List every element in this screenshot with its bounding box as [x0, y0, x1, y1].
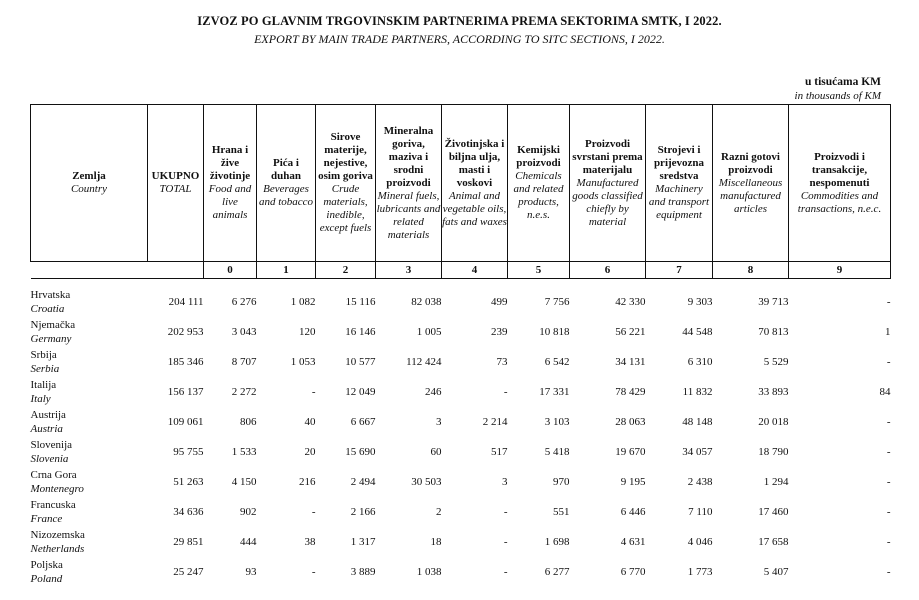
value-cell: 10 818	[539, 326, 570, 338]
value-cell: 56 221	[615, 326, 646, 338]
section-number-row	[31, 262, 891, 279]
value-cell: 1 005	[416, 326, 442, 338]
value-cell: 15 116	[345, 296, 376, 308]
value-cell: -	[311, 566, 316, 578]
page-title: IZVOZ PO GLAVNIM TRGOVINSKIM PARTNERIMA PREMA SEKTORIMA SMTK, I 2022.	[197, 14, 722, 28]
col-header-section	[316, 105, 376, 262]
value-cell: 60	[430, 446, 442, 458]
value-cell: 7 110	[688, 506, 713, 518]
table-row	[31, 467, 891, 497]
value-cell: -	[503, 506, 508, 518]
value-cell: 18 790	[758, 446, 789, 458]
country-name-english: Slovenia	[30, 453, 69, 465]
value-cell: 11 832	[682, 386, 713, 398]
section-name: Proizvodi i transakcije, nespomenuti	[809, 150, 870, 189]
value-cell: 806	[240, 416, 257, 428]
value-cell: 1	[885, 326, 891, 338]
country-cell	[31, 287, 148, 317]
value-cell: 4 631	[620, 536, 646, 548]
value-cell: 1 317	[350, 536, 376, 548]
value-cell: 112 424	[406, 356, 442, 368]
section-name-english: Machinery and transport equipment	[648, 183, 710, 221]
country-name-english: Austria	[30, 423, 63, 435]
col-header-section	[442, 105, 508, 262]
country-name-english: Serbia	[30, 363, 60, 375]
value-cell: 1 698	[544, 536, 570, 548]
section-name-english: Miscellaneous manufactured articles	[718, 176, 783, 215]
total-cell: 29 851	[173, 536, 204, 548]
col-header-section	[570, 105, 646, 262]
value-cell: 2 438	[687, 476, 713, 488]
section-number: 5	[508, 262, 570, 279]
country-name: Slovenija	[30, 439, 73, 451]
section-name-english: Animal and vegetable oils, fats and waxes	[442, 189, 507, 228]
total-cell: 185 346	[167, 356, 204, 368]
value-cell: 6 770	[620, 566, 646, 578]
value-cell: -	[886, 446, 891, 458]
section-name: Sirove materije, nejestive, osim goriva	[318, 131, 373, 182]
export-table	[30, 104, 891, 587]
section-number: 4	[442, 262, 508, 279]
value-cell: 12 049	[345, 386, 376, 398]
value-cell: -	[886, 416, 891, 428]
value-cell: 246	[425, 386, 442, 398]
country-name: Crna Gora	[30, 469, 77, 481]
value-cell: 2 166	[350, 506, 376, 518]
col-header-section	[713, 105, 789, 262]
section-name: Kemijski proizvodi	[516, 144, 561, 169]
value-cell: 1 294	[763, 476, 789, 488]
section-name-english: Chemicals and related products, n.e.s.	[513, 170, 564, 221]
value-cell: 17 460	[758, 506, 789, 518]
value-cell: 499	[491, 296, 508, 308]
country-name-english: Croatia	[30, 303, 65, 315]
value-cell: 84	[879, 386, 891, 398]
value-cell: 44 548	[682, 326, 713, 338]
country-name: Francuska	[30, 499, 76, 511]
value-cell: 34 131	[615, 356, 646, 368]
value-cell: 517	[491, 446, 508, 458]
value-cell: 1 082	[290, 296, 316, 308]
country-name-english: Italy	[30, 393, 51, 405]
country-name: Italija	[30, 379, 57, 391]
col-header-section	[257, 105, 316, 262]
value-cell: 15 690	[345, 446, 376, 458]
section-name-english: Food and live animals	[208, 183, 252, 221]
table-row	[31, 287, 891, 317]
value-cell: 9 303	[687, 296, 713, 308]
value-cell: 4 150	[231, 476, 257, 488]
unit-label-english: in thousands of KM	[794, 90, 881, 102]
country-name-english: France	[30, 513, 63, 525]
value-cell: 1 038	[416, 566, 442, 578]
value-cell: 2 494	[350, 476, 376, 488]
section-name: Životinjska i biljna ulja, masti i voskovi	[444, 137, 505, 189]
table-row	[31, 407, 891, 437]
country-cell	[31, 497, 148, 527]
section-name-english: Manufactured goods classified chiefly by material	[572, 176, 643, 228]
country-cell	[31, 407, 148, 437]
value-cell: 3	[502, 476, 508, 488]
table-row	[31, 317, 891, 347]
section-name: Razni gotovi proizvodi	[721, 150, 780, 176]
col-header-section	[508, 105, 570, 262]
value-cell: 5 529	[763, 356, 789, 368]
value-cell: 8 707	[231, 356, 257, 368]
value-cell: 551	[553, 506, 570, 518]
country-name-english: Germany	[30, 333, 72, 345]
value-cell: 30 503	[411, 476, 442, 488]
value-cell: -	[311, 506, 316, 518]
total-cell: 51 263	[173, 476, 204, 488]
section-name-english: Beverages and tobacco	[258, 183, 314, 208]
total-cell: 25 247	[173, 566, 204, 578]
section-number: 8	[713, 262, 789, 279]
value-cell: 70 813	[758, 326, 789, 338]
total-cell: 202 953	[167, 326, 204, 338]
value-cell: 82 038	[411, 296, 442, 308]
value-cell: 120	[299, 326, 316, 338]
col-header-section	[376, 105, 442, 262]
country-cell	[31, 377, 148, 407]
country-cell	[31, 347, 148, 377]
value-cell: 34 057	[682, 446, 713, 458]
value-cell: 3	[436, 416, 442, 428]
total-cell: 156 137	[167, 386, 204, 398]
value-cell: 2 214	[482, 416, 508, 428]
country-cell	[31, 467, 148, 497]
value-cell: 78 429	[615, 386, 646, 398]
value-cell: 1 053	[290, 356, 316, 368]
value-cell: 3 043	[231, 326, 257, 338]
value-cell: 28 063	[615, 416, 646, 428]
country-cell	[31, 437, 148, 467]
value-cell: 17 658	[758, 536, 789, 548]
section-number: 1	[257, 262, 316, 279]
table-row	[31, 377, 891, 407]
value-cell: 3 103	[544, 416, 570, 428]
value-cell: 2	[436, 506, 442, 518]
value-cell: -	[886, 476, 891, 488]
country-name-english: Netherlands	[30, 543, 85, 555]
table-row	[31, 527, 891, 557]
value-cell: -	[886, 356, 891, 368]
country-name: Nizozemska	[30, 529, 85, 541]
value-cell: 6 277	[544, 566, 570, 578]
col-header-total: UKUPNO TOTAL	[148, 105, 204, 262]
country-name: Austrija	[30, 409, 66, 421]
value-cell: 970	[553, 476, 570, 488]
total-cell: 34 636	[173, 506, 204, 518]
col-header-country: Zemlja Country	[31, 105, 148, 262]
value-cell: 4 046	[687, 536, 713, 548]
value-cell: 239	[491, 326, 508, 338]
section-name: Hrana i žive životinje	[209, 144, 251, 182]
country-cell	[31, 557, 148, 587]
value-cell: 1 533	[231, 446, 257, 458]
value-cell: 9 195	[620, 476, 646, 488]
value-cell: 5 418	[544, 446, 570, 458]
value-cell: 10 577	[345, 356, 376, 368]
col-header-section	[204, 105, 257, 262]
table-body	[31, 279, 891, 588]
section-name-english: Mineral fuels, lubricants and related materials	[376, 189, 441, 241]
section-number: 9	[789, 262, 891, 279]
col-header-section	[646, 105, 713, 262]
table-row	[31, 347, 891, 377]
value-cell: -	[886, 506, 891, 518]
country-name-english: Poland	[30, 573, 63, 585]
value-cell: 73	[496, 356, 508, 368]
value-cell: 3 889	[350, 566, 376, 578]
country-name: Njemačka	[30, 319, 76, 331]
value-cell: 20	[304, 446, 316, 458]
value-cell: -	[311, 386, 316, 398]
country-cell	[31, 527, 148, 557]
value-cell: -	[886, 536, 891, 548]
value-cell: 6 542	[544, 356, 570, 368]
section-name: Strojevi i prijevozna sredstva	[653, 144, 705, 182]
value-cell: 5 407	[763, 566, 789, 578]
section-name: Mineralna goriva, maziva i srodni proizvodi	[383, 124, 434, 189]
value-cell: 6 667	[350, 416, 376, 428]
value-cell: 902	[240, 506, 257, 518]
section-number: 2	[316, 262, 376, 279]
value-cell: 216	[299, 476, 316, 488]
value-cell: 17 331	[539, 386, 570, 398]
table-row	[31, 497, 891, 527]
table-row	[31, 557, 891, 587]
country-name: Srbija	[30, 349, 57, 361]
unit-label: u tisućama KM	[804, 76, 881, 88]
total-cell: 95 755	[173, 446, 204, 458]
value-cell: -	[503, 566, 508, 578]
table-header	[31, 105, 891, 262]
value-cell: 444	[240, 536, 257, 548]
value-cell: 39 713	[758, 296, 789, 308]
value-cell: 48 148	[682, 416, 713, 428]
section-name: Proizvodi svrstani prema materijalu	[572, 137, 643, 176]
value-cell: 19 670	[615, 446, 646, 458]
value-cell: -	[503, 536, 508, 548]
value-cell: 6 276	[231, 296, 257, 308]
total-cell: 109 061	[167, 416, 204, 428]
section-number: 6	[570, 262, 646, 279]
country-name: Hrvatska	[30, 289, 71, 301]
value-cell: 40	[304, 416, 316, 428]
country-cell	[31, 317, 148, 347]
value-cell: -	[886, 566, 891, 578]
col-header-section	[789, 105, 891, 262]
value-cell: 6 446	[620, 506, 646, 518]
country-name-english: Montenegro	[30, 483, 84, 495]
value-cell: -	[886, 296, 891, 308]
value-cell: 42 330	[615, 296, 646, 308]
section-name-english: Crude materials, inedible, except fuels	[319, 183, 372, 234]
value-cell: -	[503, 386, 508, 398]
section-name-english: Commodities and transactions, n.e.c.	[797, 189, 882, 215]
value-cell: 7 756	[544, 296, 570, 308]
value-cell: 93	[245, 566, 257, 578]
value-cell: 16 146	[345, 326, 376, 338]
value-cell: 2 272	[231, 386, 257, 398]
value-cell: 33 893	[758, 386, 789, 398]
country-name: Poljska	[30, 559, 63, 571]
total-cell: 204 111	[168, 296, 204, 308]
table-row	[31, 437, 891, 467]
value-cell: 38	[304, 536, 316, 548]
section-number: 7	[646, 262, 713, 279]
section-number: 0	[204, 262, 257, 279]
value-cell: 18	[430, 536, 442, 548]
value-cell: 1 773	[687, 566, 713, 578]
value-cell: 6 310	[687, 356, 713, 368]
section-number: 3	[376, 262, 442, 279]
section-name: Pića i duhan	[271, 157, 301, 182]
value-cell: 20 018	[758, 416, 789, 428]
page-subtitle: EXPORT BY MAIN TRADE PARTNERS, ACCORDING TO SITC SECTIONS, I 2022.	[254, 32, 665, 46]
